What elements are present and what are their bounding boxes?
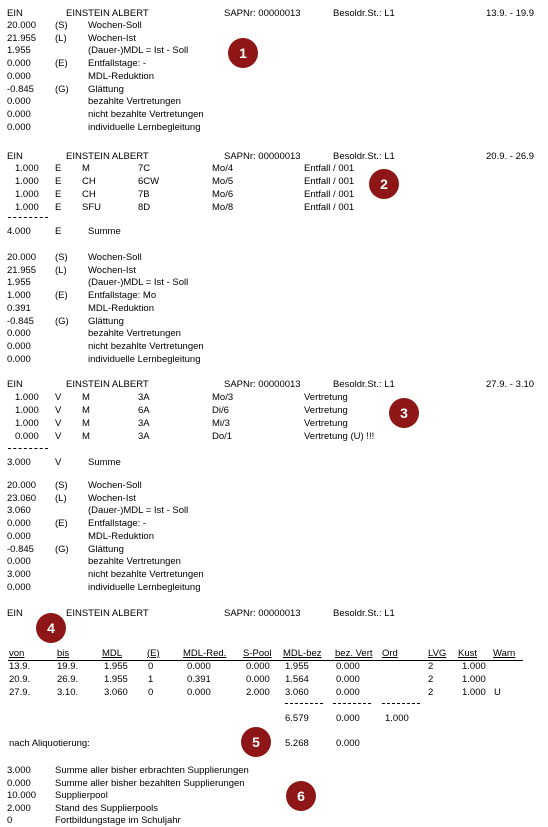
entry-class: 6CW xyxy=(138,176,160,187)
summary-value: -0.845 xyxy=(7,543,34,555)
summary-value: 0.000 xyxy=(7,556,31,568)
summary-code: (L) xyxy=(55,492,67,504)
callout-badge: 6 xyxy=(286,781,316,811)
summary-value: 3.000 xyxy=(7,568,31,580)
table-cell-mdlbez: 3.060 xyxy=(285,687,309,698)
besoldung-stufe: Besoldr.St.: L1 xyxy=(333,608,395,619)
summary-label: individuelle Lernbegleitung xyxy=(88,581,201,593)
callout-badge: 1 xyxy=(228,38,258,68)
summary-label: Entfallstage: - xyxy=(88,58,147,70)
summary-value: 23.060 xyxy=(7,492,37,504)
entry-subject: M xyxy=(82,163,90,174)
summary-code: (E) xyxy=(55,58,68,70)
entry-subject: M xyxy=(82,392,90,403)
entry-note: Vertretung xyxy=(304,392,348,403)
table-cell-kust: 1.000 xyxy=(462,687,486,698)
summary-value: 0.000 xyxy=(7,581,31,593)
footer-value: 3.000 xyxy=(7,765,31,776)
besoldung-stufe: Besoldr.St.: L1 xyxy=(333,151,395,162)
teacher-abbr: EIN xyxy=(7,8,23,19)
teacher-abbr: EIN xyxy=(7,608,23,619)
footer-label: Supplierpool xyxy=(55,790,108,801)
entry-value: 0.000 xyxy=(15,431,39,442)
table-cell-e: 1 xyxy=(148,674,154,685)
summary-code: (S) xyxy=(55,20,68,31)
summary-label: nicht bezahlte Vertretungen xyxy=(88,340,204,352)
entry-value: 1.000 xyxy=(15,163,39,174)
summary-value: 0.000 xyxy=(7,70,31,82)
column-header-kust: Kust xyxy=(458,648,478,659)
entry-type: V xyxy=(55,392,62,403)
summary-value: 0.000 xyxy=(7,518,31,530)
summary-label: Wochen-Soll xyxy=(88,480,142,491)
table-cell-kust: 1.000 xyxy=(462,674,486,685)
callout-badge: 4 xyxy=(36,613,66,643)
entry-subject: M xyxy=(82,418,90,429)
entry-slot: Di/6 xyxy=(212,405,229,416)
footer-value: 0 xyxy=(7,815,13,826)
summary-code: (E) xyxy=(55,518,68,530)
summary-value: 0.000 xyxy=(7,96,31,108)
summary-value: 20.000 xyxy=(7,252,37,263)
entry-class: 3A xyxy=(138,392,150,403)
table-cell-bis: 19.9. xyxy=(57,661,79,672)
table-cell-von: 20.9. xyxy=(9,674,31,685)
footer-label: Stand des Supplierpools xyxy=(55,802,158,814)
column-header-lvg: LVG xyxy=(428,648,447,659)
summary-code: (G) xyxy=(55,543,69,555)
column-header-warn: Warn xyxy=(493,648,516,659)
entry-note: Vertretung (U) !!! xyxy=(304,431,375,442)
entry-type: V xyxy=(55,405,62,416)
table-cell-mdlbez: 1.564 xyxy=(285,674,309,685)
entry-value: 1.000 xyxy=(15,418,39,429)
column-header-bis: bis xyxy=(57,648,70,659)
table-cell-von: 27.9. xyxy=(9,687,31,698)
column-header-mdlred: MDL-Red. xyxy=(183,648,227,659)
summary-label: MDL-Reduktion xyxy=(88,302,154,314)
summary-label: nicht bezahlte Vertretungen xyxy=(88,568,204,580)
summary-code: (L) xyxy=(55,264,67,276)
summary-value: 21.955 xyxy=(7,32,37,44)
summary-label: Wochen-Ist xyxy=(88,264,136,276)
table-cell-kust: 1.000 xyxy=(462,661,486,672)
summary-value: 1.000 xyxy=(7,290,31,302)
teacher-name: EINSTEIN ALBERT xyxy=(66,608,149,619)
summary-label: (Dauer-)MDL = Ist - Soll xyxy=(88,45,189,57)
summary-label: nicht bezahlte Vertretungen xyxy=(88,108,204,120)
total-type: V xyxy=(55,457,62,468)
entry-slot: Mo/4 xyxy=(212,163,234,174)
entry-class: 8D xyxy=(138,202,151,213)
summary-value: 0.000 xyxy=(7,121,31,133)
total-label: Summe xyxy=(88,226,121,237)
footer-label: Summe aller bisher bezahlten Supplierungen xyxy=(55,777,245,789)
entry-value: 1.000 xyxy=(15,189,39,200)
entry-subject: M xyxy=(82,431,90,442)
summary-code: (E) xyxy=(55,290,68,302)
totals-separator xyxy=(382,703,420,704)
entry-type: E xyxy=(55,202,62,213)
summary-value: 0.000 xyxy=(7,353,31,365)
table-cell-lvg: 2 xyxy=(428,687,434,698)
summary-label: Glättung xyxy=(88,543,124,555)
summary-value: 0.000 xyxy=(7,58,31,70)
table-cell-mdlbez: 1.955 xyxy=(285,661,309,672)
entry-note: Entfall / 001 xyxy=(304,202,355,213)
summary-label: individuelle Lernbegleitung xyxy=(88,353,201,365)
summary-label: Wochen-Soll xyxy=(88,252,142,263)
summary-label: (Dauer-)MDL = Ist - Soll xyxy=(88,277,189,289)
summary-value: 1.955 xyxy=(7,277,31,289)
entry-slot: Mi/3 xyxy=(212,418,230,429)
totals-separator xyxy=(285,703,323,704)
totals-separator xyxy=(333,703,371,704)
teacher-abbr: EIN xyxy=(7,151,23,162)
teacher-name: EINSTEIN ALBERT xyxy=(66,379,149,390)
teacher-abbr: EIN xyxy=(7,379,23,390)
week-range: 13.9. - 19.9 xyxy=(486,8,535,19)
summary-label: individuelle Lernbegleitung xyxy=(88,121,201,133)
aliquot-bezvert: 0.000 xyxy=(336,738,360,749)
summary-value: 0.391 xyxy=(7,302,31,314)
entry-slot: Mo/8 xyxy=(212,202,234,213)
table-cell-lvg: 2 xyxy=(428,674,434,685)
entry-slot: Mo/5 xyxy=(212,176,234,187)
total-ord: 1.000 xyxy=(385,713,409,724)
table-cell-mdlred: 0.000 xyxy=(187,661,211,672)
summary-value: 20.000 xyxy=(7,20,37,31)
entries-separator xyxy=(8,448,48,449)
entry-class: 7C xyxy=(138,163,151,174)
table-cell-spool: 0.000 xyxy=(246,661,270,672)
entry-class: 3A xyxy=(138,431,150,442)
entry-class: 6A xyxy=(138,405,150,416)
total-bezvert: 0.000 xyxy=(336,713,360,724)
summary-label: Wochen-Ist xyxy=(88,492,136,504)
entry-note: Entfall / 001 xyxy=(304,163,355,174)
summary-code: (G) xyxy=(55,315,69,327)
column-header-von: von xyxy=(9,648,25,659)
summary-code: (L) xyxy=(55,32,67,44)
entry-type: E xyxy=(55,176,62,187)
entry-type: E xyxy=(55,189,62,200)
footer-value: 0.000 xyxy=(7,777,31,789)
column-header-bezvert: bez. Vert xyxy=(335,648,373,659)
entry-value: 1.000 xyxy=(15,405,39,416)
table-cell-lvg: 2 xyxy=(428,661,434,672)
summary-value: 0.000 xyxy=(7,340,31,352)
summary-value: 20.000 xyxy=(7,480,37,491)
summary-value: 3.060 xyxy=(7,505,31,517)
footer-value: 10.000 xyxy=(7,790,37,801)
total-type: E xyxy=(55,226,62,237)
summary-value: -0.845 xyxy=(7,315,34,327)
table-cell-bezvert: 0.000 xyxy=(336,674,360,685)
entry-type: V xyxy=(55,418,62,429)
entry-type: V xyxy=(55,431,62,442)
column-header-ord: Ord xyxy=(382,648,398,659)
teacher-name: EINSTEIN ALBERT xyxy=(66,151,149,162)
sap-number: SAPNr: 00000013 xyxy=(224,151,301,162)
footer-label: Fortbildungstage im Schuljahr xyxy=(55,815,181,826)
entry-note: Entfall / 001 xyxy=(304,189,355,200)
entry-subject: CH xyxy=(82,189,96,200)
entries-separator xyxy=(8,217,48,218)
table-cell-mdlred: 0.000 xyxy=(187,687,211,698)
entry-type: E xyxy=(55,163,62,174)
summary-code: (G) xyxy=(55,83,69,95)
besoldung-stufe: Besoldr.St.: L1 xyxy=(333,8,395,19)
entry-slot: Do/1 xyxy=(212,431,233,442)
entry-value: 1.000 xyxy=(15,392,39,403)
total-label: Summe xyxy=(88,457,121,468)
column-header-mdlbez: MDL-bez xyxy=(283,648,322,659)
callout-badge: 5 xyxy=(241,727,271,757)
total-value: 3.000 xyxy=(7,457,31,468)
entry-note: Entfall / 001 xyxy=(304,176,355,187)
table-cell-spool: 0.000 xyxy=(246,674,270,685)
summary-label: Entfallstage: - xyxy=(88,518,147,530)
aliquot-label: nach Aliquotierung: xyxy=(9,738,90,749)
summary-value: 0.000 xyxy=(7,108,31,120)
besoldung-stufe: Besoldr.St.: L1 xyxy=(333,379,395,390)
entry-class: 3A xyxy=(138,418,150,429)
week-range: 27.9. - 3.10 xyxy=(486,379,535,390)
entry-note: Vertretung xyxy=(304,405,348,416)
summary-value: 21.955 xyxy=(7,264,37,276)
table-cell-mdlred: 0.391 xyxy=(187,674,211,685)
entry-subject: SFU xyxy=(82,202,101,213)
entry-subject: CH xyxy=(82,176,96,187)
table-cell-mdl: 3.060 xyxy=(104,687,128,698)
table-cell-spool: 2.000 xyxy=(246,687,270,698)
footer-label: Summe aller bisher erbrachten Supplierungen xyxy=(55,765,249,776)
table-cell-e: 0 xyxy=(148,661,154,672)
summary-value: -0.845 xyxy=(7,83,34,95)
summary-code: (S) xyxy=(55,252,68,263)
aliquot-mdlbez: 5.268 xyxy=(285,738,309,749)
entry-note: Vertretung xyxy=(304,418,348,429)
summary-label: bezahlte Vertretungen xyxy=(88,96,181,108)
footer-value: 2.000 xyxy=(7,802,31,814)
table-cell-bis: 26.9. xyxy=(57,674,79,685)
entry-slot: Mo/6 xyxy=(212,189,234,200)
summary-value: 0.000 xyxy=(7,328,31,340)
table-cell-warn: U xyxy=(494,687,501,698)
table-cell-mdl: 1.955 xyxy=(104,661,128,672)
callout-badge: 3 xyxy=(389,398,419,428)
summary-label: Glättung xyxy=(88,83,124,95)
sap-number: SAPNr: 00000013 xyxy=(224,379,301,390)
column-header-mdl: MDL xyxy=(102,648,123,659)
entry-value: 1.000 xyxy=(15,202,39,213)
summary-value: 0.000 xyxy=(7,530,31,542)
week-range: 20.9. - 26.9 xyxy=(486,151,535,162)
summary-label: MDL-Reduktion xyxy=(88,530,154,542)
sap-number: SAPNr: 00000013 xyxy=(224,8,301,19)
entry-slot: Mo/3 xyxy=(212,392,234,403)
table-cell-bezvert: 0.000 xyxy=(336,687,360,698)
callout-badge: 2 xyxy=(369,169,399,199)
total-value: 4.000 xyxy=(7,226,31,237)
entry-class: 7B xyxy=(138,189,150,200)
table-cell-von: 13.9. xyxy=(9,661,31,672)
summary-value: 1.955 xyxy=(7,45,31,57)
summary-label: Entfallstage: Mo xyxy=(88,290,157,302)
summary-label: Wochen-Ist xyxy=(88,32,136,44)
column-header-spool: S-Pool xyxy=(243,648,272,659)
summary-label: bezahlte Vertretungen xyxy=(88,328,181,340)
sap-number: SAPNr: 00000013 xyxy=(224,608,301,619)
table-cell-e: 0 xyxy=(148,687,154,698)
summary-code: (S) xyxy=(55,480,68,491)
summary-label: Glättung xyxy=(88,315,124,327)
summary-label: MDL-Reduktion xyxy=(88,70,154,82)
entry-value: 1.000 xyxy=(15,176,39,187)
summary-label: (Dauer-)MDL = Ist - Soll xyxy=(88,505,189,517)
total-mdlbez: 6.579 xyxy=(285,713,309,724)
summary-label: Wochen-Soll xyxy=(88,20,142,31)
teacher-name: EINSTEIN ALBERT xyxy=(66,8,149,19)
summary-label: bezahlte Vertretungen xyxy=(88,556,181,568)
table-cell-bezvert: 0.000 xyxy=(336,661,360,672)
entry-subject: M xyxy=(82,405,90,416)
table-cell-bis: 3.10. xyxy=(57,687,79,698)
column-header-e: (E) xyxy=(147,648,160,659)
table-cell-mdl: 1.955 xyxy=(104,674,128,685)
